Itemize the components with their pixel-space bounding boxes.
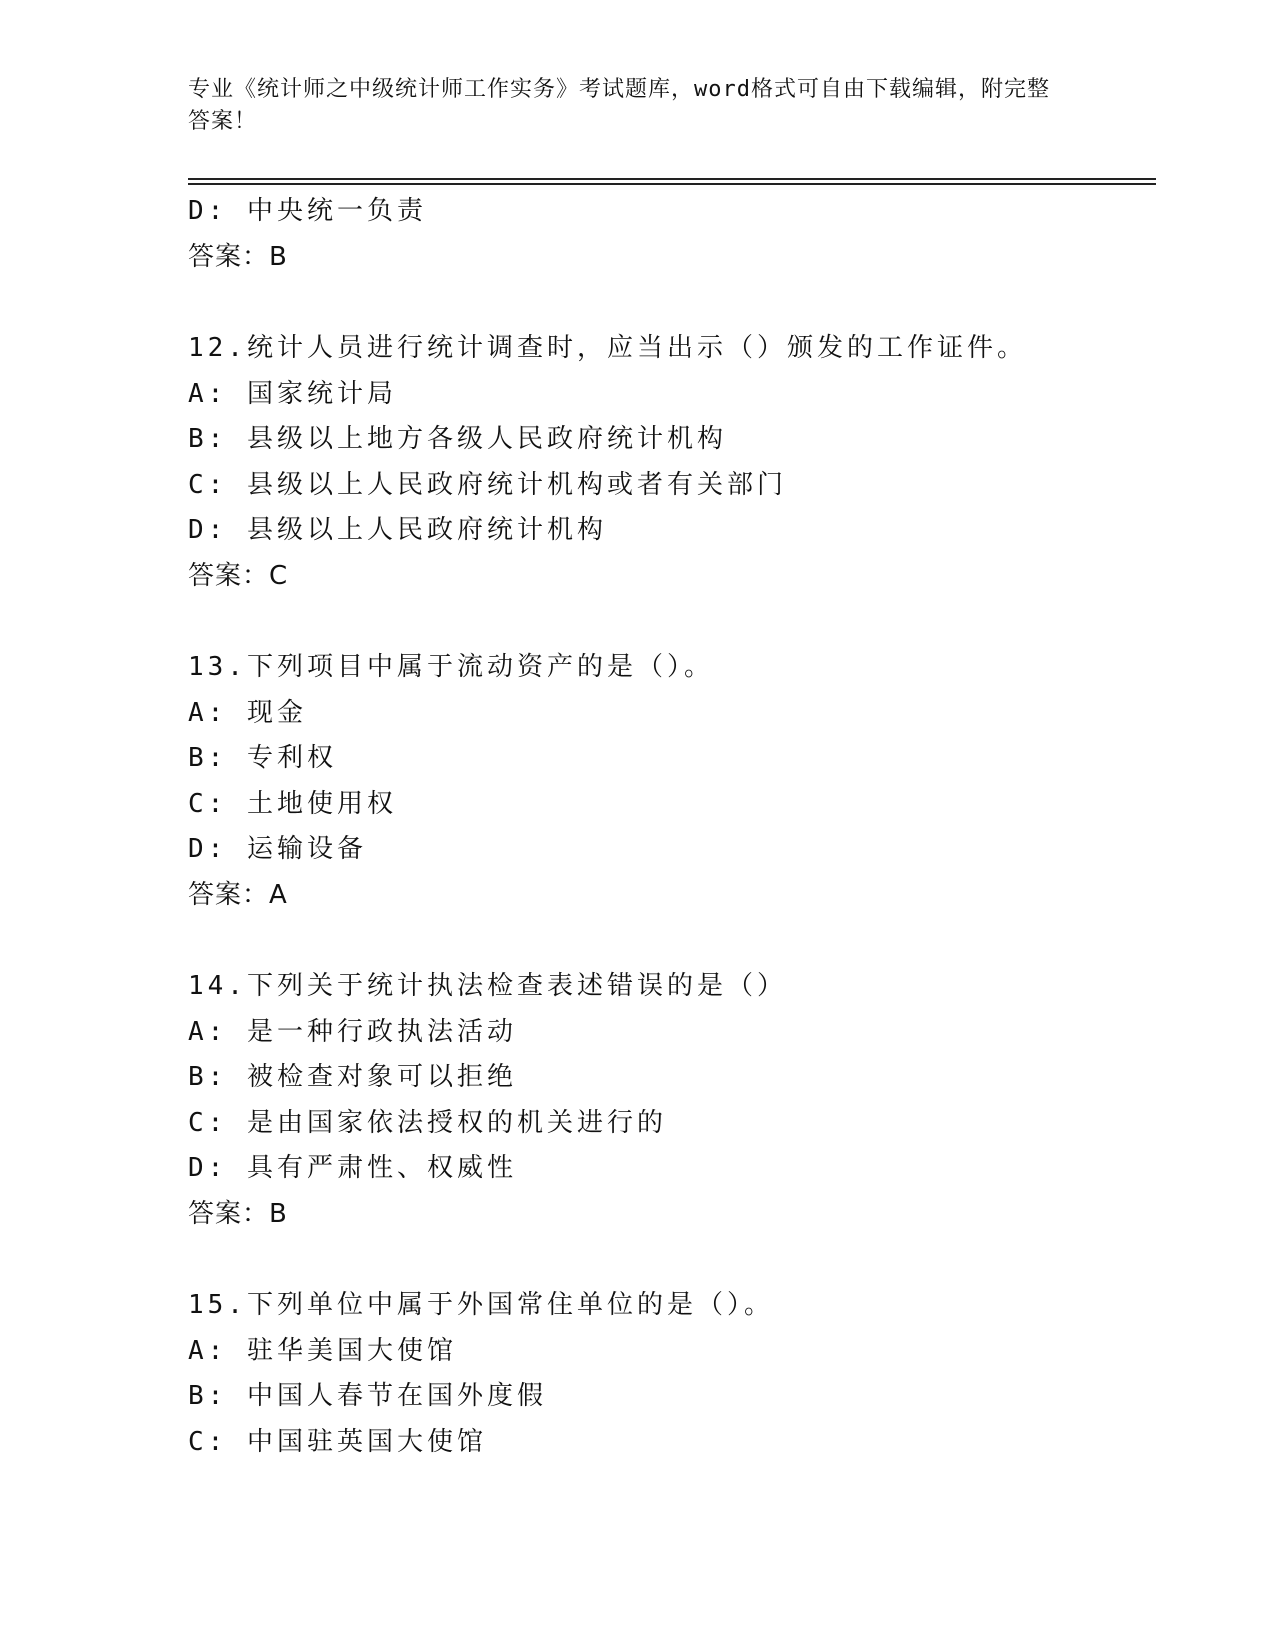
option-c: C: 县级以上人民政府统计机构或者有关部门 (188, 469, 787, 500)
option-c: C: 中国驻英国大使馆 (188, 1426, 487, 1457)
spacer (188, 280, 1156, 326)
answer-line: 答案：B (188, 1198, 288, 1229)
spacer (188, 918, 1156, 964)
option-d: D: 中央统一负责 (188, 196, 427, 226)
spacer (188, 599, 1156, 645)
option-a: A: 国家统计局 (188, 378, 397, 409)
question-stem: 12.统计人员进行统计调查时，应当出示（）颁发的工作证件。 (188, 333, 1027, 363)
option-d: D: 县级以上人民政府统计机构 (188, 515, 607, 545)
option-d: D: 具有严肃性、权威性 (188, 1153, 517, 1183)
option-c: C: 土地使用权 (188, 788, 397, 819)
answer-line: 答案：A (188, 879, 288, 910)
question-stem: 15.下列单位中属于外国常住单位的是（）。 (188, 1290, 774, 1320)
spacer (188, 1237, 1156, 1283)
option-c: C: 是由国家依法授权的机关进行的 (188, 1107, 667, 1138)
header-divider-top (188, 178, 1156, 180)
option-b: B: 专利权 (188, 743, 337, 773)
option-d: D: 运输设备 (188, 834, 367, 864)
option-a: A: 现金 (188, 697, 307, 728)
option-a: A: 是一种行政执法活动 (188, 1016, 517, 1047)
header-divider-bottom (188, 183, 1156, 185)
option-b: B: 被检查对象可以拒绝 (188, 1062, 517, 1092)
option-b: B: 县级以上地方各级人民政府统计机构 (188, 424, 727, 454)
answer-line: 答案：C (188, 560, 289, 591)
answer-line: 答案：B (188, 241, 288, 272)
option-b: B: 中国人春节在国外度假 (188, 1381, 547, 1411)
document-header: 专业《统计师之中级统计师工作实务》考试题库，word格式可自由下载编辑，附完整答案！ (188, 77, 1050, 134)
option-a: A: 驻华美国大使馆 (188, 1335, 457, 1366)
question-stem: 14.下列关于统计执法检查表述错误的是（） (188, 971, 787, 1001)
question-content (188, 189, 1156, 1465)
question-stem: 13.下列项目中属于流动资产的是（）。 (188, 652, 714, 682)
